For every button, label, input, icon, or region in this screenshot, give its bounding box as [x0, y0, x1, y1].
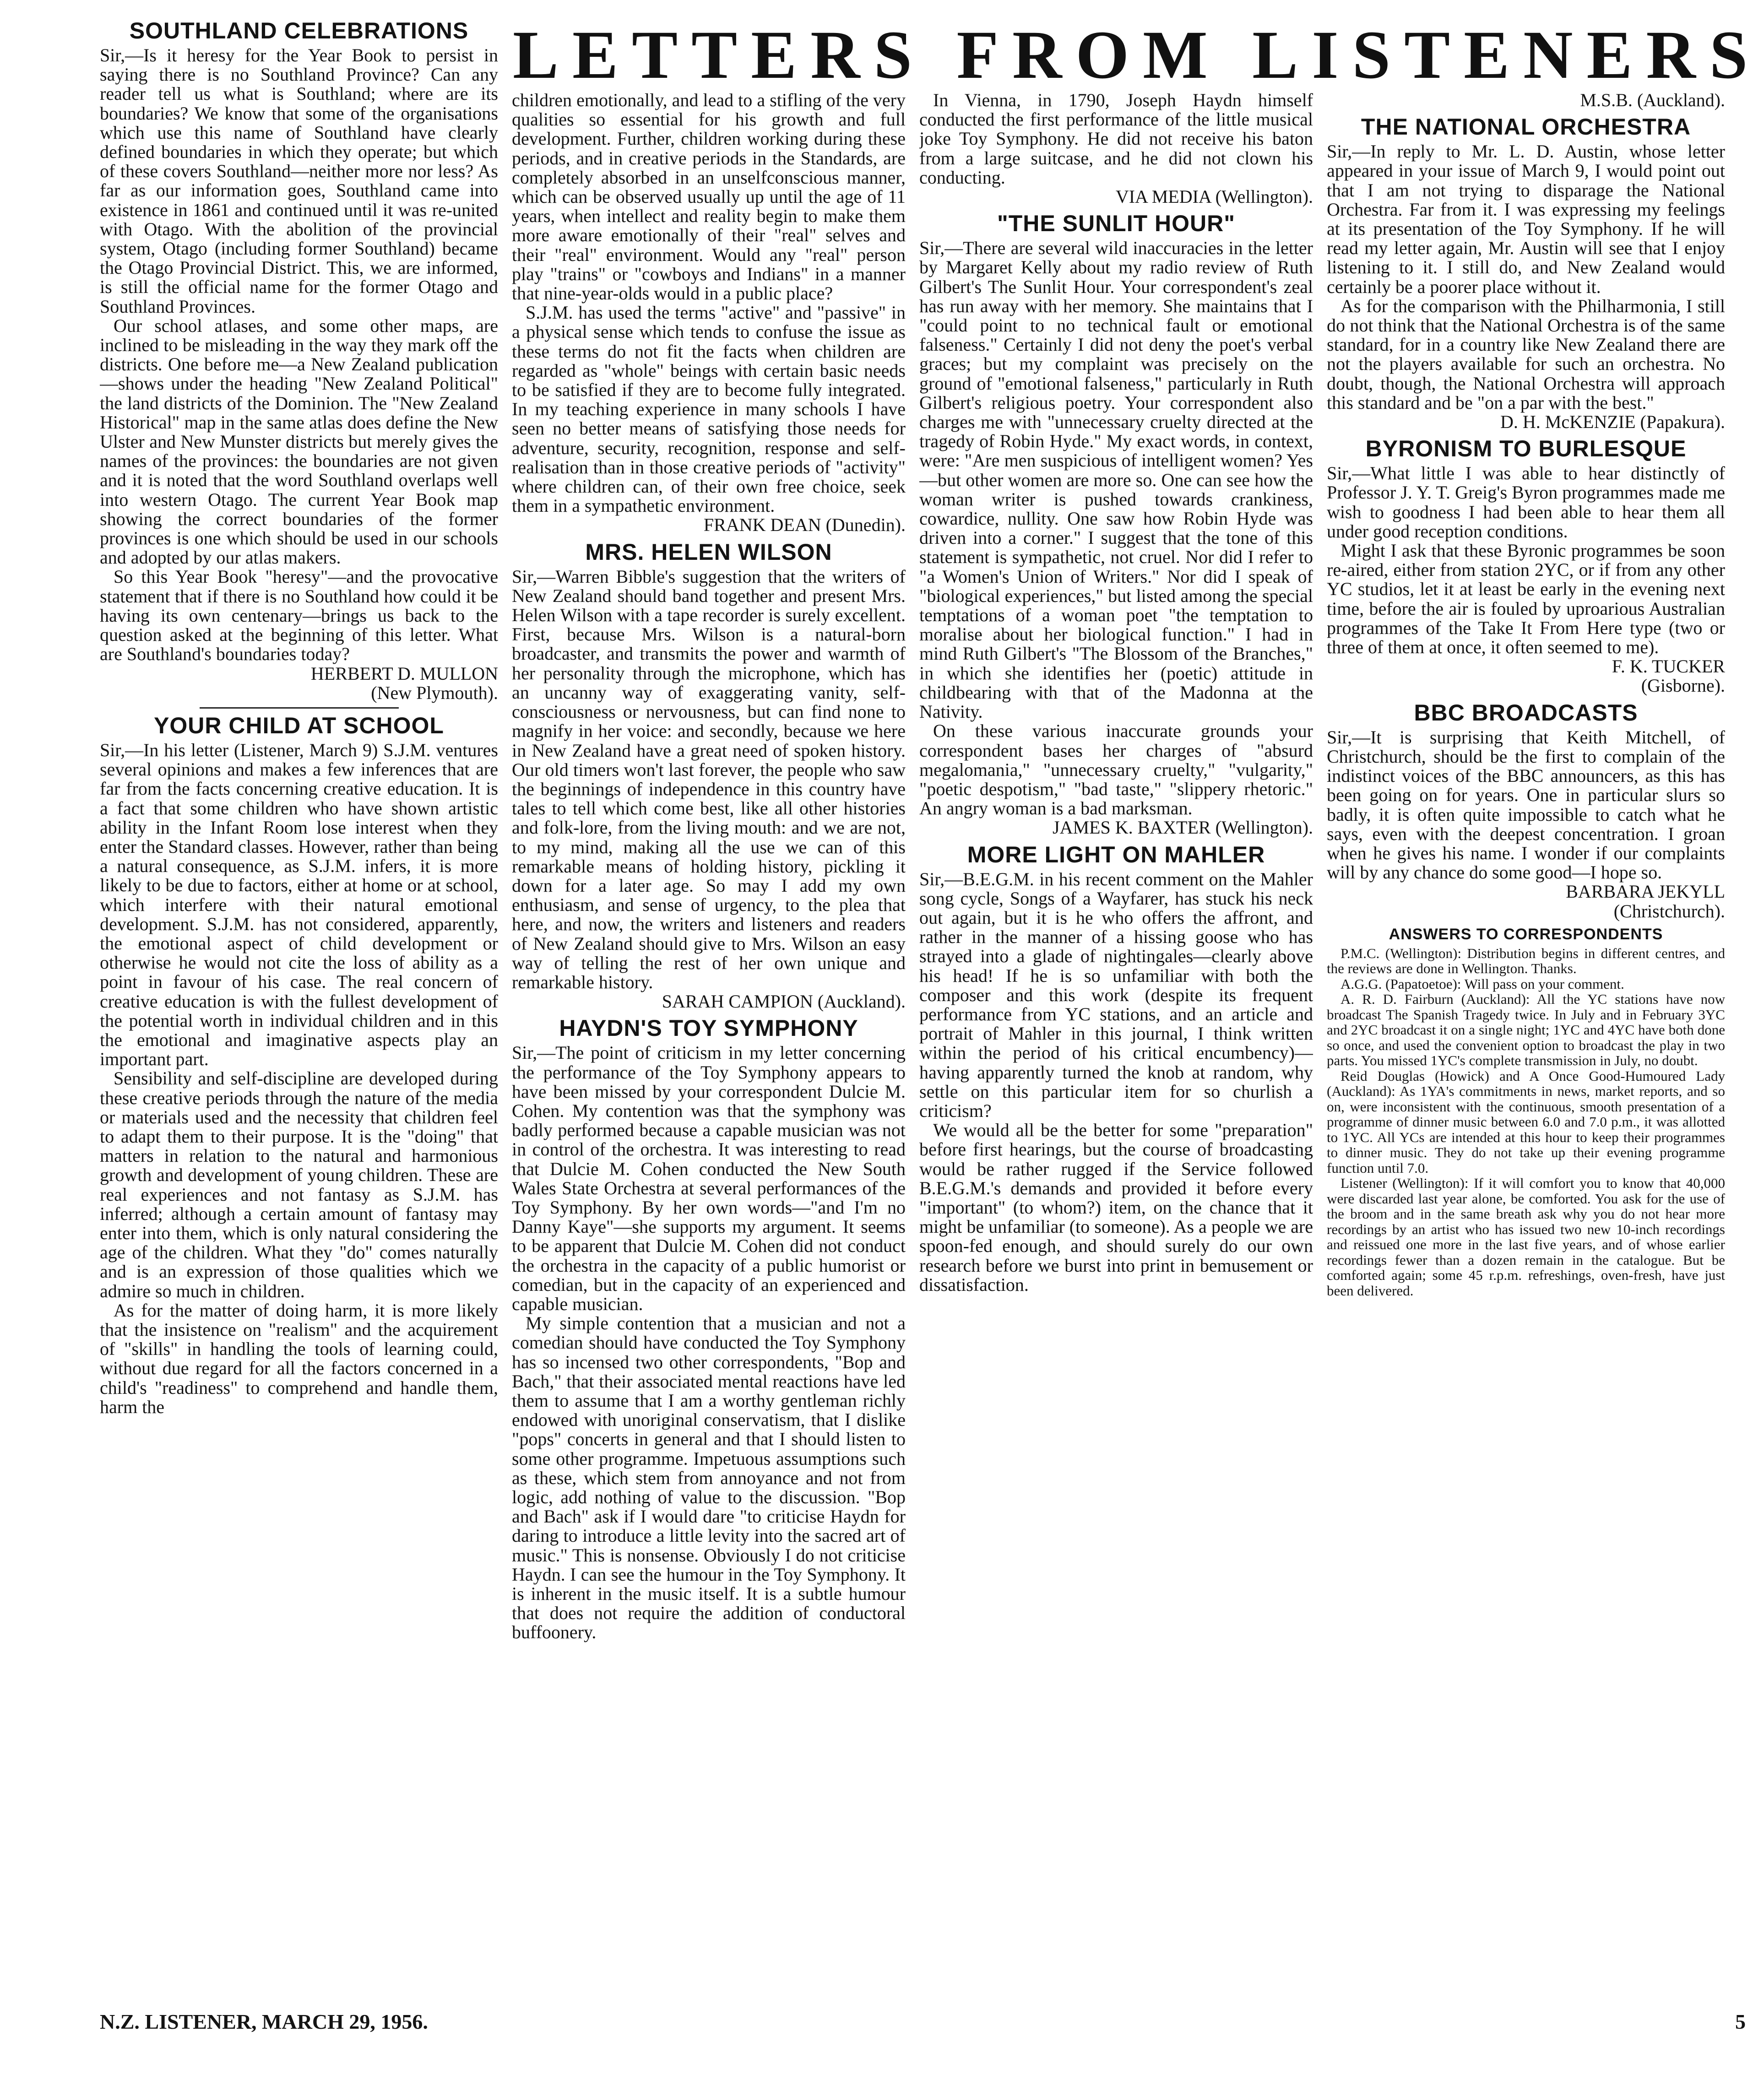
- southland-location: (New Plymouth).: [371, 682, 498, 703]
- heading-child-at-school: YOUR CHILD AT SCHOOL: [154, 712, 444, 738]
- child-paragraph-1: Sir,—In his letter (Listener, March 9) S.J.M. ventures several opinions and makes a few inferences that are far from the facts concerning creative education. It is a fact that some children who have shown artistic ability in the Infant Room lose interest when they enter the Standard classes. However, rather than being a natural consequence, as S.J.M. infers, it is more likely to be due to factors, either at home or at school, which interfere with their natural emotional development. S.J.M. has not considered, apparently, the emotional aspect of child development or otherwise he would not cite the loss of ability as a point in favour of his case. The real concern of creative education is with the fullest development of the potential worth in individual children and in this the emotional and imaginative aspects play an important part.: [100, 739, 498, 1070]
- heading-national-orchestra: THE NATIONAL ORCHESTRA: [1361, 114, 1691, 140]
- haydn-paragraph-2: My simple contention that a musician and not a comedian should have conducted the Toy Symphony has so incensed two other correspondents, "Bop and Bach," that their associated mental reactions have led them to assume that I am a worthy gentleman richly endowed with unoriginal conservatism, that I dislike "pops" concerts in general and that I should listen to some other programme. Impetuous assumptions such as these, which stem from annoyance and not from logic, add nothing of value to the discussion. "Bop and Bach" ask if I would dare "to criticise Haydn for daring to introduce a little levity into the sacred art of music." This is nonsense. Obviously I do not criticise Haydn. I can see the humour in the Toy Symphony. It is inherent in the music itself. It is a subtle humour that does not require the addition of conductoral buffoonery.: [512, 1313, 906, 1643]
- column-1: [100, 14, 498, 1977]
- sunlit-paragraph-1: Sir,—There are several wild inaccuracies in the letter by Margaret Kelly about my radio review of Ruth Gilbert's The Sunlit Hour. Your correspondent's zeal has run away with her memory. She maintains that I "could point to no technical fault or emotional falseness." Certainly I did not deny the poet's verbal graces; but my complaint was precisely on the ground of "emotional falseness," particularly in Ruth Gilbert's religious poetry. Your correspondent also charges me with "unnecessary cruelty directed at the tragedy of Robin Hyde." My exact words, in context, were: "Are men suspicious of intelligent women? Yes—but other women are more so. One can see how the woman writer is pushed towards crankiness, cowardice, nullity. One saw how Robin Hyde was driven into a corner." I suggest that the tone of this statement is sympathetic, not cruel. Nor did I refer to "a Women's Union of Writers." Nor did I speak of "biological experiences," but listed among the special temptations of a woman poet "the temptation to moralise about her biological function." I had in mind Ruth Gilbert's "The Blossom of the Branches," in which she identifies her (poetic) attitude in childbearing with that of the Madonna at the Nativity.: [919, 238, 1313, 722]
- mahler-paragraph-2: We would all be the better for some "preparation" before first hearings, but the course of broadcasting would be rather rugged if the Service followed B.E.G.M.'s demands and provided it before every "important" (to whom?) item, on the chance that it might be unfamiliar (to someone). As a people we are spoon-fed enough, and should surely do our own research before we burst into print in bemusement or dissatisfaction.: [919, 1120, 1313, 1295]
- bbc-location: (Christchurch).: [1613, 900, 1725, 921]
- heading-haydn-toy-symphony: HAYDN'S TOY SYMPHONY: [559, 1015, 858, 1041]
- southland-paragraph-3: So this Year Book "heresy"—and the provocative statement that if there is no Southland how could it be having its own centenary—brings us back to the question asked at the beginning of this letter. What are Southland's boundaries today?: [100, 566, 498, 665]
- footer-issue-date: N.Z. LISTENER, MARCH 29, 1956.: [100, 2010, 428, 2033]
- haydn-paragraph-1: Sir,—The point of criticism in my letter concerning the performance of the Toy Symphony appears to have been missed by your correspondent Dulcie M. Cohen. My contention was that the symphony was badly performed because a capable musician was not in control of the orchestra. It was interesting to read that Dulcie M. Cohen conducted the New South Wales State Orchestra at several performances of the Toy Symphony. By her own words—"and I'm no Danny Kaye"—she supports my argument. It seems to be apparent that Dulcie M. Cohen did not conduct the orchestra in the capacity of a public humorist or comedian, but in the capacity of an experienced and capable musician.: [512, 1042, 906, 1314]
- mahler-signature: M.S.B. (Auckland).: [1580, 91, 1725, 110]
- heading-helen-wilson: MRS. HELEN WILSON: [585, 539, 832, 565]
- byronism-location: (Gisborne).: [1641, 675, 1725, 696]
- southland-signature: HERBERT D. MULLON: [310, 663, 498, 684]
- divider: [200, 707, 399, 709]
- page-number: 5: [1735, 2010, 1746, 2033]
- answers-to-correspondents: [1327, 925, 1725, 1299]
- heading-byronism-to-burlesque: BYRONISM TO BURLESQUE: [1365, 436, 1687, 462]
- answer-item: P.M.C. (Wellington): Distribution begins in different centres, and the reviews are done in Wellington. Thanks.: [1327, 945, 1725, 977]
- heading-bbc-broadcasts: BBC BROADCASTS: [1414, 699, 1638, 726]
- heading-sunlit-hour: "THE SUNLIT HOUR": [997, 211, 1235, 237]
- column-2: [512, 91, 906, 1977]
- national-paragraph-2: As for the comparison with the Philharmonia, I still do not think that the National Orchestra is of the same standard, for in a country like New Zealand there are not the players available for such an orchestra. No doubt, though, the National Orchestra will approach this standard and be "on a par with the best.": [1327, 295, 1725, 413]
- haydn-paragraph-3: In Vienna, in 1790, Joseph Haydn himself conducted the first performance of the little musical joke Toy Symphony. He did not receive his baton from a large suitcase, and he did not clown his conducting.: [919, 91, 1313, 188]
- child-signature: FRANK DEAN (Dunedin).: [703, 515, 906, 536]
- answer-item: Reid Douglas (Howick) and A Once Good-Humoured Lady (Auckland): As 1YA's commitments in news, market reports, and so on, were inconsistent with the continuous, smooth presentation of a programme of dinner music between 6.0 and 7.0 p.m., it was allotted to 1YC. All YCs are intended at this hour to keep their programmes to dinner music. They do not take up their evening programme function until 7.0.: [1327, 1067, 1725, 1176]
- southland-paragraph-2: Our school atlases, and some other maps, are inclined to be misleading in the way they mark off the districts. One before me—a New Zealand publication—shows under the heading "New Zealand Political" the land districts of the Dominion. The "New Zealand Historical" map in the same atlas does define the New Ulster and New Munster districts but merely gives the names of the provinces: the boundaries are not given and it is noted that the word Southland overlaps well into western Otago. The current Year Book map showing the correct boundaries of the former provinces is one which should be used in our schools and adopted by our atlas makers.: [100, 315, 498, 568]
- column-3: [919, 91, 1313, 1977]
- byronism-paragraph-2: Might I ask that these Byronic programmes be soon re-aired, either from station 2YC, or if from any other YC studios, let it at least be early in the evening next time, before the air is fouled by uproarious Australian programmes of the Take It From Here type (two or three of them at once, it often seemed to me).: [1327, 540, 1725, 658]
- answer-item: A. R. D. Fairburn (Auckland): All the YC stations have now broadcast The Spanish Tragedy twice. In July and in February 3YC and 2YC broadcast it on a single night; 1YC and 4YC have both done so once, and used the convenient option to broadcast the play in two parts. You missed 1YC's complete transmission in July, no doubt.: [1327, 991, 1725, 1069]
- wilson-signature: SARAH CAMPION (Auckland).: [662, 991, 906, 1012]
- heading-southland: SOUTHLAND CELEBRATIONS: [129, 18, 469, 43]
- answer-item: A.G.G. (Papatoetoe): Will pass on your comment.: [1341, 975, 1624, 992]
- answer-item: Listener (Wellington): If it will comfort you to know that 40,000 were discarded last year alone, be comforted. You ask for the use of the broom and in the same breath ask why you do not hear more recordings by an artist who has issued two new 10-inch recordings and reissued one more in the last five years, and of whose earlier recordings fewer than a dozen remain in the catalogue. But be comforted again; some 45 r.p.m. refreshings, oven-fresh, have just been delivered.: [1327, 1175, 1725, 1299]
- byronism-paragraph-1: Sir,—What little I was able to hear distinctly of Professor J. Y. T. Greig's Byron programmes made me wish to goodness I had been able to hear them all under good reception conditions.: [1327, 463, 1725, 542]
- wilson-paragraph-1: Sir,—Warren Bibble's suggestion that the writers of New Zealand should band together and present Mrs. Helen Wilson with a tape recorder is surely excellent. First, because Mrs. Wilson is a natural-born broadcaster, and transmits the power and warmth of her personality through the microphone, which has an uncanny way of exaggerating vanity, self-consciousness or nervousness, but can find none to magnify in her voice: and secondly, because we here in New Zealand have a great need of spoken history. Our old timers won't last forever, the people who saw the beginnings of independence in this country have tales to tell which come best, like all other histories and folk-lore, from the living mouth: and we are not, to my mind, making all the use we can of this remarkable means of holding history, pickling it down for a later age. So may I add my own enthusiasm, and sense of urgency, to the plea that here, and now, the writers and listeners and readers of New Zealand should give to Mrs. Wilson an easy way of telling the rest of her own unique and remarkable history.: [512, 566, 906, 992]
- bbc-signature: BARBARA JEKYLL: [1566, 881, 1725, 902]
- sunlit-paragraph-2: On these various inaccurate grounds your correspondent bases her charges of "absurd megalomania," "unnecessary cruelty," "vulgarity," "poetic despotism," "bad taste," "slippery rhetoric." An angry woman is a bad marksman.: [919, 720, 1313, 819]
- child-paragraph-4: children emotionally, and lead to a stifling of the very qualities so essential for his growth and full development. Further, children working during these periods, and in creative periods in the Standards, are completely absorbed in an unselfconscious manner, which can be observed usually up until the age of 11 years, when intellect and reality begin to make them more aware emotionally of their "real" selves and their "real" environment. Would any "real" person play "trains" or "cowboys and Indians" in a manner that nine-year-olds would in a public place?: [512, 91, 906, 304]
- mahler-paragraph-1: Sir,—B.E.G.M. in his recent comment on the Mahler song cycle, Songs of a Wayfarer, has stuck his neck out again, but it is he who offers the affront, and rather in the manner of a hissing goose who has strayed into a glade of nightingales—clearly above his head! If he is so unfamiliar with both the composer and this work (despite its frequent performance from YC stations, and an article and portrait of Mahler in this journal, I think written within the period of his critical encumbency)—having apparently turned the knob at random, why settle on this particular item for so churlish a criticism?: [919, 868, 1313, 1121]
- child-paragraph-2: Sensibility and self-discipline are developed during these creative periods through the nature of the media or materials used and the necessity that children feel to adapt them to their purpose. It is the "doing" that matters in relation to the natural and harmonious growth and development of young children. These are real experiences and not fantasy as S.J.M. has inferred; although a certain amount of fantasy may enter into them, which is only natural considering the age of the children. What they "do" comes naturally and is an expression of those qualities which we admire so much in children.: [100, 1068, 498, 1301]
- bbc-paragraph-1: Sir,—It is surprising that Keith Mitchell, of Christchurch, should be the first to complain of the indistinct voices of the BBC announcers, as this has been going on for years. One in particular slurs so badly, it is often quite impossible to catch what he says, even with the deepest concentration. I groan when he gives his name. I wonder if our complaints will by any chance do some good—I hope so.: [1327, 726, 1725, 883]
- haydn-signature: VIA MEDIA (Wellington).: [1115, 186, 1313, 207]
- child-paragraph-5: S.J.M. has used the terms "active" and "passive" in a physical sense which tends to confuse the issue as these terms do not fit the facts when children are regarded as "whole" beings with certain basic needs to be satisfied if they are to become fully integrated. In my teaching experience in many schools I have seen no better means of satisfying those needs for adventure, security, recognition, response and self-realisation than in those creative periods of "activity" where children can, of their own free choice, seek them in a sympathetic environment.: [512, 302, 906, 516]
- national-signature: D. H. McKENZIE (Papakura).: [1500, 412, 1725, 433]
- national-paragraph-1: Sir,—In reply to Mr. L. D. Austin, whose letter appeared in your issue of March 9, I would point out that I am not trying to disparage the National Orchestra. Far from it. I was expressing my feelings at its presentation of the Toy Symphony. If he will read my letter again, Mr. Austin will see that I enjoy listening to it. I still do, and New Zealand would certainly be a poorer place without it.: [1327, 141, 1725, 297]
- masthead-title: LETTERS FROM LISTENERS: [513, 17, 1762, 93]
- heading-more-light-on-mahler: MORE LIGHT ON MAHLER: [967, 841, 1265, 867]
- column-4: [1327, 91, 1725, 1977]
- child-paragraph-3: As for the matter of doing harm, it is more likely that the insistence on "realism" and the acquirement of "skills" in handling the tools of learning could, without due regard for all the factors concerned in a child's "readiness" to comprehend and handle them, harm the: [100, 1300, 498, 1417]
- sunlit-signature: JAMES K. BAXTER (Wellington).: [1053, 817, 1313, 838]
- heading-answers: ANSWERS TO CORRESPONDENTS: [1389, 925, 1663, 943]
- southland-paragraph-1: Sir,—Is it heresy for the Year Book to persist in saying there is no Southland Province? Can any reader tell us what is Southland; where are its boundaries? We know that some of the organisations which use this name of Southland have clearly defined boundaries in which they operate; but which of these covers Southland—neither more nor less? As far as our information goes, Southland came into existence in 1861 and continued until it was re-united with Otago. With the abolition of the provincial system, Otago (including former Southland) became the Otago Provincial District. This, we are informed, is still the official name for the former Otago and Southland Provinces.: [100, 45, 498, 317]
- byronism-signature: F. K. TUCKER: [1612, 656, 1725, 677]
